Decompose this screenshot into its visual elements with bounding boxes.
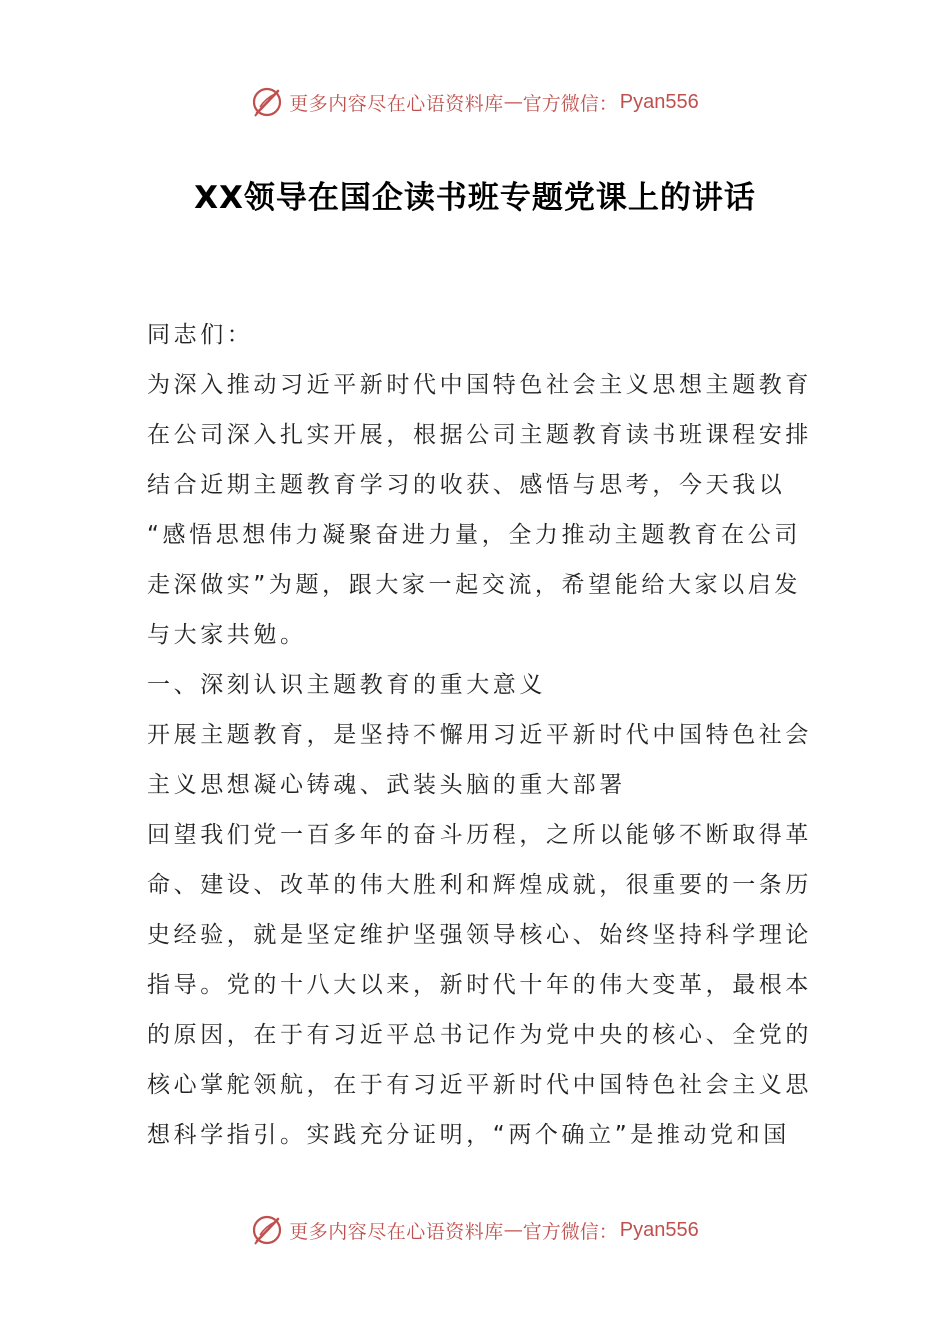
body-line: 走深做实”为题，跟大家一起交流，希望能给大家以启发 [147,572,801,598]
watermark-site-text: 更多内容尽在心语资料库 [289,92,504,115]
section-heading: 一、深刻认识主题教育的重大意义 [147,672,546,698]
pen-logo-icon [251,85,285,119]
body-line: “感悟思想伟力凝聚奋进力量，全力推动主题教育在公司 [147,522,801,548]
watermark-separator: — [503,91,523,113]
body-line: 核心掌舵领航，在于有习近平新时代中国特色社会主义思 [147,1072,812,1098]
body-line: 在公司深入扎实开展，根据公司主题教育读书班课程安排 [147,422,812,448]
body-line: 回望我们党一百多年的奋斗历程，之所以能够不断取得革 [147,822,812,848]
watermark-site-text: 更多内容尽在心语资料库 [289,1220,504,1243]
body-line: 同志们： [147,322,254,348]
footer-watermark [0,1210,950,1250]
header-watermark [0,82,950,122]
body-line: 想科学指引。实践充分证明，“两个确立”是推动党和国 [147,1122,790,1148]
body-line: 指导。党的十八大以来，新时代十年的伟大变革，最根本 [147,972,812,998]
watermark-wechat-id: Pyan556 [619,90,699,113]
watermark-separator: — [503,1219,523,1241]
body-line: 主义思想凝心铸魂、武装头脑的重大部署 [147,772,626,798]
body-line: 开展主题教育，是坚持不懈用习近平新时代中国特色社会 [147,722,812,748]
body-line: 为深入推动习近平新时代中国特色社会主义思想主题教育 [147,372,812,398]
watermark-wechat-label: 官方微信： [522,1220,618,1243]
pen-logo-icon [251,1213,285,1247]
watermark-wechat-id: Pyan556 [619,1218,699,1241]
document-body [147,310,812,1160]
body-line: 结合近期主题教育学习的收获、感悟与思考，今天我以 [147,472,786,498]
document-title: XX领导在国企读书班专题党课上的讲话 [194,180,756,216]
body-line: 的原因，在于有习近平总书记作为党中央的核心、全党的 [147,1022,812,1048]
body-line: 史经验，就是坚定维护坚强领导核心、始终坚持科学理论 [147,922,812,948]
watermark-wechat-label: 官方微信： [522,92,618,115]
body-line: 命、建设、改革的伟大胜利和辉煌成就，很重要的一条历 [147,872,812,898]
body-line: 与大家共勉。 [147,622,307,648]
